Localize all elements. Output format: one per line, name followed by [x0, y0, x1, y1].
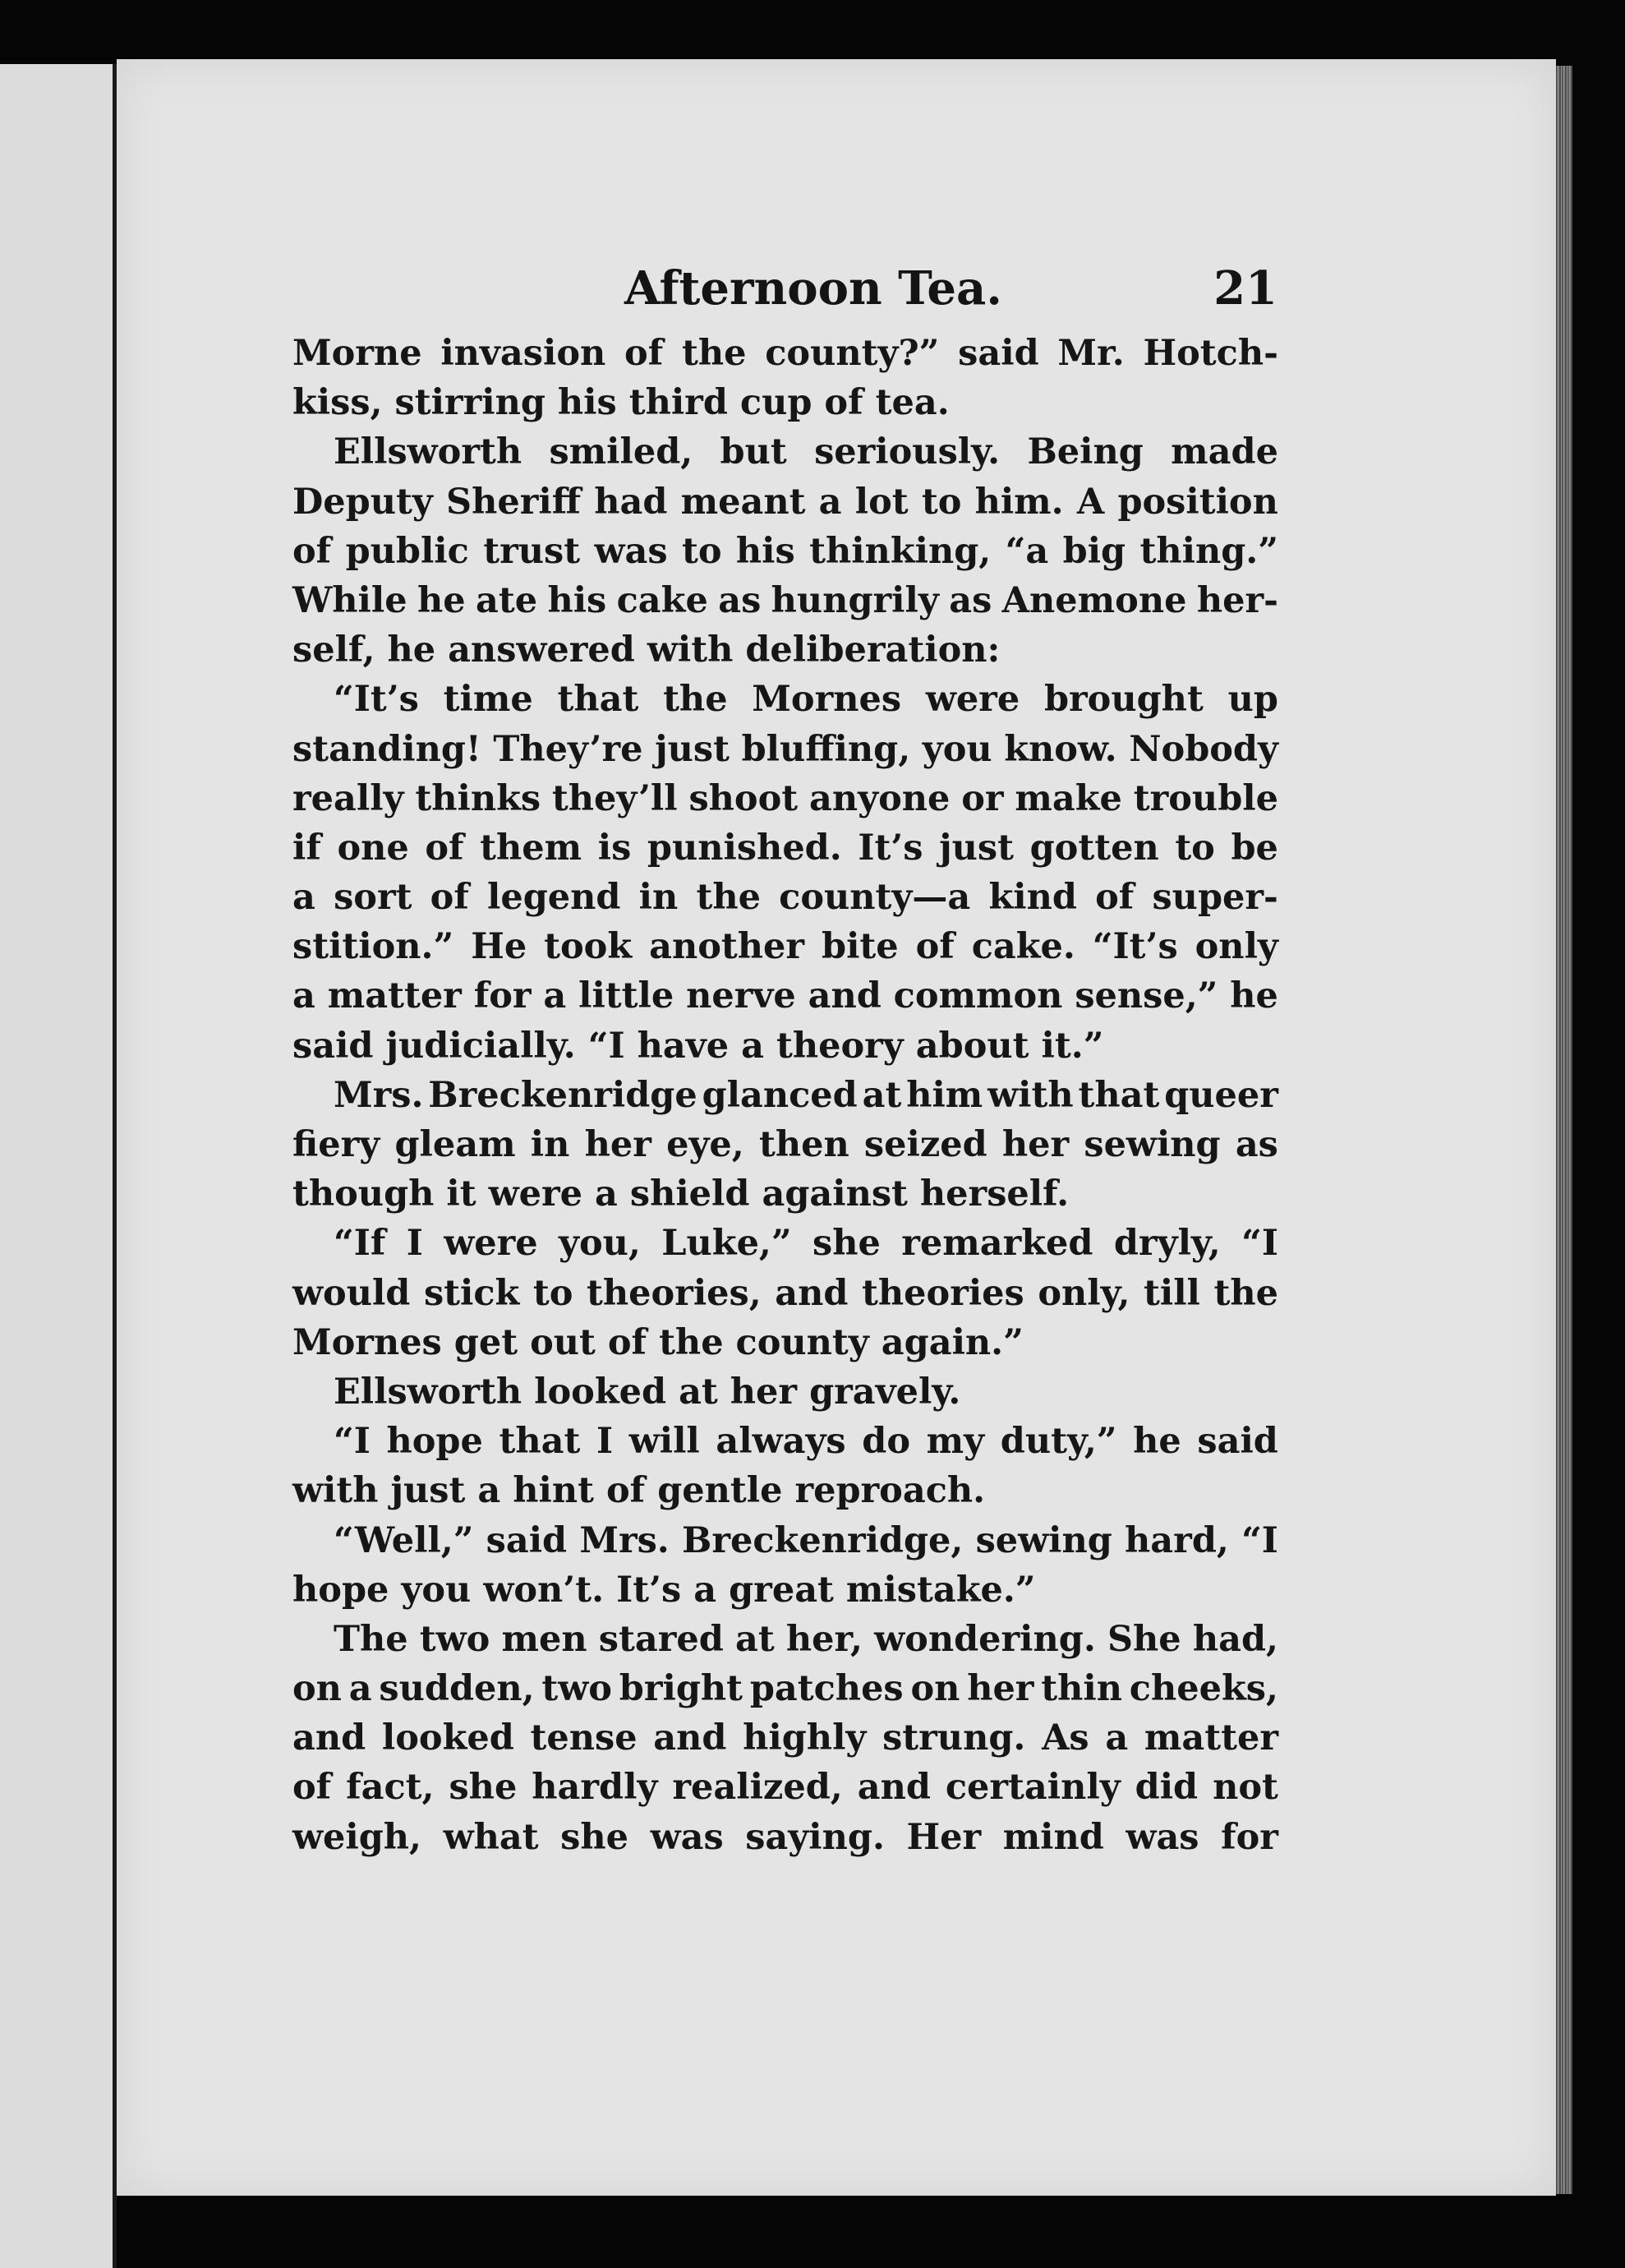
word: Hotch-: [1143, 333, 1278, 374]
word: to: [921, 481, 962, 523]
word: deliberation:: [745, 629, 1001, 671]
word: standing!: [292, 728, 481, 770]
word: as: [949, 579, 992, 621]
text-line: [292, 725, 1278, 774]
word: theories,: [587, 1272, 762, 1314]
word: wondering.: [874, 1618, 1096, 1660]
word: and: [653, 1717, 727, 1759]
word: “Well,”: [334, 1519, 474, 1561]
word: super-: [1152, 877, 1278, 919]
word: tense: [530, 1717, 638, 1759]
word: or: [961, 777, 1004, 819]
page-number: 21: [1213, 261, 1277, 316]
word: fact,: [346, 1767, 435, 1809]
word: patches: [749, 1668, 904, 1710]
word: Breckenridge,: [681, 1519, 964, 1561]
word: were: [925, 679, 1020, 721]
word: said: [1197, 1421, 1278, 1463]
word: his: [735, 530, 795, 572]
word: would: [292, 1272, 411, 1314]
word: cheeks,: [1129, 1668, 1278, 1710]
text-line: [292, 1565, 1278, 1615]
text-line: [292, 1763, 1278, 1812]
word: Anemone: [1001, 579, 1187, 621]
word: They’re: [493, 728, 643, 770]
text-line: [292, 329, 1278, 378]
word: and: [775, 1272, 849, 1314]
word: make: [1015, 777, 1122, 819]
word: of: [607, 1321, 647, 1363]
word: for: [473, 975, 532, 1017]
word: strung.: [882, 1717, 1026, 1759]
word: “It’s: [334, 679, 419, 721]
word: little: [578, 975, 674, 1017]
word: that: [1078, 1074, 1160, 1116]
word: He: [471, 926, 527, 968]
word: big: [1062, 530, 1126, 572]
word: trouble: [1133, 777, 1278, 819]
word: of: [606, 1470, 646, 1512]
word: a: [292, 877, 315, 919]
word: my: [926, 1421, 985, 1463]
word: only: [1195, 926, 1278, 968]
word: a: [818, 481, 842, 523]
word: his: [557, 382, 617, 424]
word: she: [449, 1767, 518, 1809]
word: him: [906, 1074, 983, 1116]
word: of: [292, 530, 332, 572]
word: at: [862, 1074, 902, 1116]
word: of: [624, 333, 664, 374]
word: they’ll: [551, 777, 678, 819]
word: gleam: [394, 1124, 516, 1165]
word: The: [334, 1618, 408, 1660]
word: judicially.: [385, 1025, 576, 1067]
word: a: [543, 975, 567, 1017]
text-line: [292, 922, 1278, 971]
word: realized,: [672, 1767, 843, 1809]
text-line: [292, 1664, 1278, 1713]
word: It’s: [616, 1569, 682, 1611]
word: a: [477, 1470, 501, 1512]
word: she: [812, 1223, 881, 1265]
word: glanced: [702, 1074, 858, 1116]
word: of: [824, 382, 863, 424]
word: thinking,: [809, 530, 992, 572]
word: Ellsworth: [334, 1371, 522, 1413]
word: her: [584, 1124, 651, 1165]
word: and: [808, 975, 882, 1017]
word: I: [596, 1421, 614, 1463]
word: looked: [381, 1717, 514, 1759]
word: of: [292, 1767, 332, 1809]
word: a: [595, 1173, 618, 1215]
word: great: [729, 1569, 834, 1611]
word: not: [1213, 1767, 1278, 1809]
word: Mrs.: [579, 1519, 670, 1561]
word: of: [425, 827, 464, 869]
text-line: [292, 1219, 1278, 1268]
word: bright: [619, 1668, 743, 1710]
word: the: [659, 1321, 724, 1363]
text-line: [292, 971, 1278, 1021]
word: up: [1227, 679, 1278, 721]
word: stirring: [394, 382, 546, 424]
word: with: [292, 1470, 379, 1512]
word: is: [597, 827, 632, 869]
text-line: [292, 1367, 1278, 1417]
word: shoot: [688, 777, 799, 819]
word: again.”: [881, 1321, 1024, 1363]
word: “I: [1241, 1223, 1278, 1265]
word: punished.: [647, 827, 842, 869]
word: “I: [587, 1025, 625, 1067]
word: and: [292, 1717, 366, 1759]
word: that: [499, 1421, 581, 1463]
word: at: [734, 1618, 775, 1660]
word: did: [1135, 1767, 1199, 1809]
word: her: [1001, 1124, 1070, 1165]
word: she: [560, 1816, 628, 1858]
page-stack-edge: [1556, 66, 1572, 2194]
word: brought: [1043, 679, 1204, 721]
word: fiery: [292, 1124, 380, 1165]
word: for: [1221, 1816, 1278, 1858]
text-line: [292, 873, 1278, 922]
word: took: [544, 926, 633, 968]
word: meant: [680, 481, 806, 523]
word: a: [292, 975, 315, 1017]
word: had,: [1192, 1618, 1278, 1660]
word: remarked: [901, 1223, 1093, 1265]
word: mind: [1002, 1816, 1104, 1858]
word: hungrily: [771, 579, 939, 621]
word: shield: [629, 1173, 750, 1215]
word: theory: [776, 1025, 904, 1067]
word: Deputy: [292, 481, 433, 523]
text-line: [292, 527, 1278, 576]
word: public: [345, 530, 469, 572]
word: common: [893, 975, 1063, 1017]
word: sort: [334, 877, 412, 919]
word: duty,”: [1000, 1421, 1117, 1463]
word: get: [453, 1321, 518, 1363]
word: them: [480, 827, 582, 869]
running-title: Afternoon Tea.: [624, 261, 1002, 316]
word: smiled,: [549, 431, 693, 473]
word: said: [292, 1025, 374, 1067]
word: lot: [854, 481, 909, 523]
word: legend: [487, 877, 621, 919]
word: matter: [1144, 1717, 1278, 1759]
word: thinks: [415, 777, 541, 819]
word: stared: [598, 1618, 724, 1660]
text-line: [292, 427, 1278, 477]
word: out: [530, 1321, 596, 1363]
word: Luke,”: [661, 1223, 792, 1265]
word: highly: [743, 1717, 867, 1759]
word: Being: [1027, 431, 1144, 473]
word: he: [1133, 1421, 1181, 1463]
word: mistake.”: [845, 1569, 1036, 1611]
word: it.”: [1041, 1025, 1104, 1067]
word: Her: [906, 1816, 982, 1858]
word: of: [915, 926, 955, 968]
word: always: [716, 1421, 846, 1463]
word: answered: [448, 629, 635, 671]
word: just: [390, 1470, 466, 1512]
word: nerve: [686, 975, 796, 1017]
word: sudden,: [379, 1668, 535, 1710]
word: a: [1105, 1717, 1129, 1759]
word: hope: [292, 1569, 389, 1611]
word: stick: [423, 1272, 520, 1314]
word: seriously.: [814, 431, 1001, 473]
word: cake.: [971, 926, 1075, 968]
word: certainly: [945, 1767, 1121, 1809]
word: were: [444, 1223, 538, 1265]
word: in: [530, 1124, 570, 1165]
word: time: [443, 679, 533, 721]
word: at: [679, 1371, 718, 1413]
word: hardly: [532, 1767, 658, 1809]
word: just: [939, 827, 1014, 869]
text-line: [292, 625, 1278, 675]
word: It’s: [858, 827, 923, 869]
word: kind: [988, 877, 1077, 919]
text-line: [292, 774, 1278, 823]
text-line: [292, 1021, 1278, 1071]
text-line: [292, 675, 1278, 724]
word: his: [547, 579, 607, 621]
word: about: [915, 1025, 1029, 1067]
word: the: [696, 877, 761, 919]
text-line: [292, 477, 1278, 527]
text-line: [292, 1615, 1278, 1664]
word: to: [681, 530, 722, 572]
word: thin: [1041, 1668, 1122, 1710]
word: do: [862, 1421, 911, 1463]
word: weigh,: [292, 1816, 422, 1858]
text-line: [292, 1318, 1278, 1367]
word: on: [292, 1668, 342, 1710]
word: of: [1095, 877, 1135, 919]
word: said: [486, 1519, 568, 1561]
text-line: [292, 1466, 1278, 1515]
word: one: [337, 827, 409, 869]
word: looked: [534, 1371, 667, 1413]
word: A: [1076, 481, 1105, 523]
word: kiss,: [292, 382, 383, 424]
word: and: [857, 1767, 931, 1809]
word: Ellsworth: [334, 431, 522, 473]
word: men: [501, 1618, 587, 1660]
facing-page-edge: [0, 64, 117, 2268]
word: She: [1107, 1618, 1181, 1660]
text-line: [292, 823, 1278, 873]
word: he: [387, 629, 436, 671]
word: though: [292, 1173, 435, 1215]
word: stition.”: [292, 926, 454, 968]
word: her: [730, 1371, 798, 1413]
word: her-: [1196, 579, 1278, 621]
word: county: [735, 1321, 869, 1363]
word: on: [910, 1668, 960, 1710]
word: as: [718, 579, 762, 621]
text-line: [292, 1071, 1278, 1120]
text-line: [292, 1417, 1278, 1466]
word: queer: [1164, 1074, 1278, 1116]
word: was: [1126, 1816, 1199, 1858]
word: As: [1042, 1717, 1089, 1759]
word: to: [1175, 827, 1215, 869]
word: it: [446, 1173, 476, 1215]
word: if: [292, 827, 321, 869]
word: with: [647, 629, 734, 671]
word: thing.”: [1139, 530, 1278, 572]
word: self,: [292, 629, 375, 671]
word: had: [594, 481, 668, 523]
word: “I: [1241, 1519, 1278, 1561]
word: in: [638, 877, 679, 919]
text-line: [292, 1269, 1278, 1318]
word: trust: [483, 530, 581, 572]
word: that: [557, 679, 639, 721]
word: made: [1171, 431, 1278, 473]
word: cup: [739, 382, 812, 424]
word: know.: [1004, 728, 1117, 770]
word: invasion: [440, 333, 606, 374]
word: saying.: [745, 1816, 885, 1858]
word: her: [967, 1668, 1034, 1710]
text-line: [292, 1516, 1278, 1565]
word: to: [532, 1272, 573, 1314]
word: you,: [559, 1223, 641, 1265]
word: bluffing,: [741, 728, 911, 770]
word: you: [401, 1569, 472, 1611]
word: sewing: [975, 1519, 1112, 1561]
word: a: [741, 1025, 764, 1067]
word: he: [417, 579, 466, 621]
word: will: [628, 1421, 700, 1463]
word: just: [655, 728, 730, 770]
word: be: [1231, 827, 1278, 869]
word: hint: [513, 1470, 594, 1512]
word: cake: [616, 579, 708, 621]
word: gotten: [1029, 827, 1159, 869]
word: anyone: [808, 777, 951, 819]
word: sense,”: [1075, 975, 1218, 1017]
word: matter: [327, 975, 462, 1017]
word: but: [720, 431, 787, 473]
word: sewing: [1084, 1124, 1221, 1165]
word: dryly,: [1113, 1223, 1221, 1265]
word: hard,: [1125, 1519, 1229, 1561]
word: two: [541, 1668, 612, 1710]
word: Sheriff: [446, 481, 581, 523]
text-line: [292, 1169, 1278, 1219]
word: “a: [1005, 530, 1049, 572]
word: of: [430, 877, 469, 919]
word: only,: [1038, 1272, 1130, 1314]
page-header: [509, 261, 1277, 327]
word: tea.: [875, 382, 950, 424]
word: the: [663, 679, 728, 721]
word: county?”: [765, 333, 940, 374]
word: Mrs.: [334, 1074, 424, 1116]
word: with: [987, 1074, 1074, 1116]
word: ate: [475, 579, 538, 621]
word: While: [292, 579, 407, 621]
word: really: [292, 777, 404, 819]
word: Morne: [292, 333, 422, 374]
word: what: [443, 1816, 539, 1858]
word: was: [594, 530, 668, 572]
word: seized: [863, 1124, 987, 1165]
word: I: [406, 1223, 423, 1265]
word: Mr.: [1057, 333, 1125, 374]
word: Breckenridge: [428, 1074, 697, 1116]
word: the: [681, 333, 747, 374]
word: gentle: [657, 1470, 783, 1512]
word: a: [693, 1569, 717, 1611]
word: Nobody: [1129, 728, 1278, 770]
word: reproach.: [794, 1470, 986, 1512]
word: another: [649, 926, 805, 968]
word: were: [488, 1173, 582, 1215]
word: Mornes: [752, 679, 902, 721]
word: you: [922, 728, 992, 770]
word: he: [1230, 975, 1278, 1017]
word: Mornes: [292, 1321, 442, 1363]
word: won’t.: [483, 1569, 605, 1611]
word: “I: [334, 1421, 371, 1463]
word: county—a: [779, 877, 971, 919]
word: bite: [822, 926, 899, 968]
body-text: [292, 329, 1278, 1862]
word: third: [628, 382, 728, 424]
word: eye,: [666, 1124, 744, 1165]
word: against: [762, 1173, 908, 1215]
word: was: [650, 1816, 724, 1858]
word: as: [1235, 1124, 1278, 1165]
text-line: [292, 576, 1278, 625]
text-line: [292, 1120, 1278, 1169]
word: hope: [386, 1421, 483, 1463]
text-line: [292, 378, 1278, 427]
word: the: [1213, 1272, 1278, 1314]
word: herself.: [919, 1173, 1070, 1215]
word: have: [637, 1025, 730, 1067]
word: two: [419, 1618, 490, 1660]
word: theories: [862, 1272, 1024, 1314]
word: gravely.: [809, 1371, 961, 1413]
text-line: [292, 1713, 1278, 1763]
word: him.: [974, 481, 1064, 523]
word: said: [958, 333, 1039, 374]
word: till: [1144, 1272, 1200, 1314]
word: position: [1117, 481, 1278, 523]
word: a: [348, 1668, 372, 1710]
word: “It’s: [1092, 926, 1178, 968]
word: her,: [785, 1618, 863, 1660]
word: then: [758, 1124, 849, 1165]
word: “If: [334, 1223, 386, 1265]
text-line: [292, 1813, 1278, 1862]
